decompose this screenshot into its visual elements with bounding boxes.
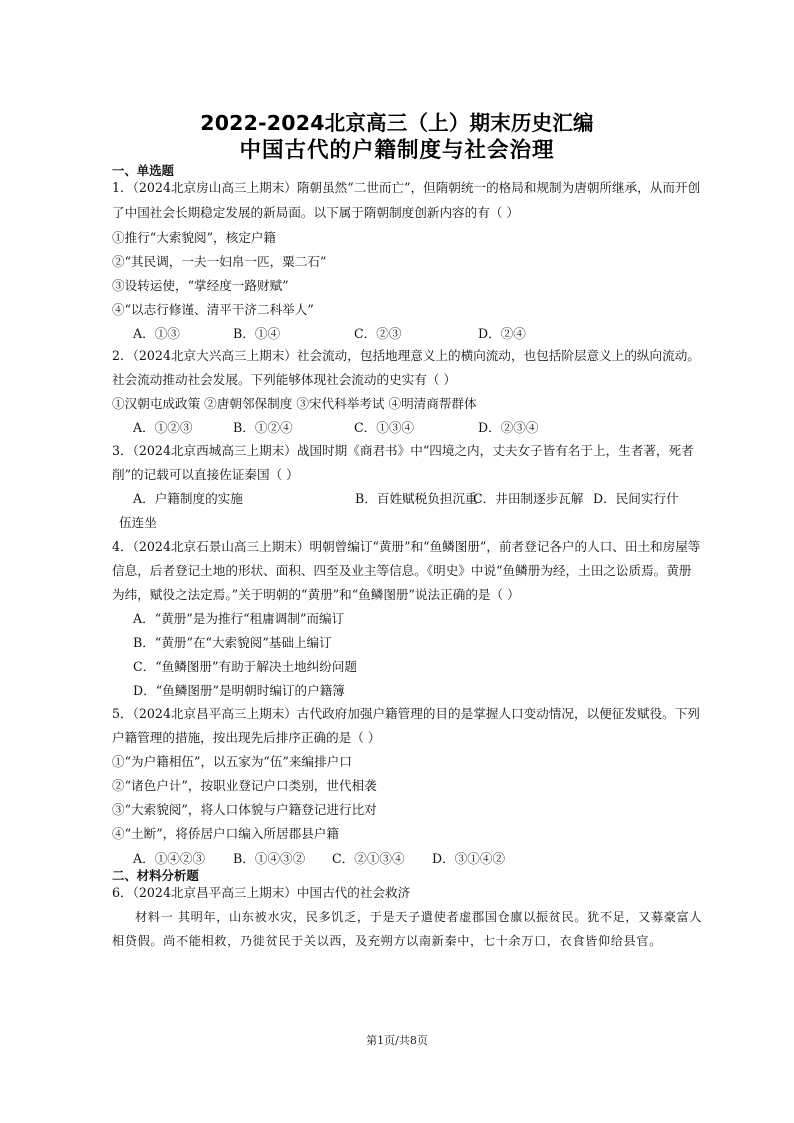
q3-option-d: D．民间实行什 [593,491,679,506]
q6-material-line1: 材料一 其明年，山东被水灾，民多饥乏，于是天子遣使者虚郡国仓廪以振贫民。犹不足，又募豪富人 [135,910,703,924]
q4-option-a: A．“黄册”是为推行“租庸调制”而编订 [133,611,345,626]
q4-option-d: D．“鱼鳞图册”是明朝时编订的户籍簿 [133,683,345,698]
q4-option-c: C．“鱼鳞图册”有助于解决土地纠纷问题 [133,659,358,674]
q3-option-c: C．井田制逐步瓦解 [473,491,584,506]
q3-stem-line2: 削”的记载可以直接佐证秦国（ ） [112,467,299,482]
q2-option-c: C．①③④ [354,420,415,435]
q4-stem-line3: 为纬，赋役之法定焉。”关于明朝的“黄册”和“鱼鳞图册”说法正确的是（ ） [112,587,520,602]
q3-option-d-continued: 伍连坐 [119,515,157,530]
q5-item-3: ③“大索貌阅”，将人口体貌与户籍登记进行比对 [112,802,377,817]
q5-option-d: D．③①④② [432,851,506,866]
q4-stem-line2: 信息，后者登记土地的形状、面积、四至及业主等信息。《明史》中说“鱼鳞册为经，土田之讼质焉。黄册 [112,563,692,578]
q6-stem: 6．（2024北京昌平高三上期末）中国古代的社会救济 [112,885,411,900]
q4-option-b: B．“黄册”在“大索貌阅”基础上编订 [133,635,332,650]
q3-stem-line1: 3．（2024北京西城高三上期末）战国时期《商君书》中“四境之内，丈夫女子皆有名于上，生者著，死者 [112,443,694,458]
q5-stem-line2: 户籍管理的措施，按出现先后排序正确的是（ ） [112,730,381,745]
q2-option-b: B．①②④ [233,420,293,435]
q1-item-4: ④“以志行修谨、清平干济二科举人” [112,302,314,317]
q2-option-a: A．①②③ [133,420,193,435]
q5-stem-line1: 5．（2024北京昌平高三上期末）古代政府加强户籍管理的目的是掌握人口变动情况，以便征发赋役。下列 [112,706,700,721]
q5-item-1: ①“为户籍相伍”，以五家为“伍”来编排户口 [112,754,352,769]
q5-option-c: C．②①③④ [332,851,405,866]
q1-item-2: ②“其民调，一夫一妇帛一匹，粟二石” [112,254,327,269]
q5-item-4: ④“土断”，将侨居户口编入所居郡县户籍 [112,826,339,841]
q1-option-b: B．①④ [233,326,281,341]
q3-option-a: A．户籍制度的实施 [133,491,243,506]
q1-option-d: D．②④ [478,326,526,341]
q1-option-a: A．①③ [133,326,180,341]
q2-option-d: D．②③④ [478,420,539,435]
q1-item-1: ①推行“大索貌阅”，核定户籍 [112,230,277,245]
q2-stem-line2: 社会流动推动社会发展。下列能够体现社会流动的史实有（ ） [112,372,457,387]
q1-stem-line1: 1．（2024北京房山高三上期末）隋朝虽然“二世而亡”，但隋朝统一的格局和规制为唐朝所继承，从而开创 [112,180,701,195]
q5-item-2: ②“诸色户计”，按职业登记户口类别，世代相袭 [112,778,377,793]
q1-option-c: C．②③ [354,326,402,341]
q4-stem-line1: 4．（2024北京石景山高三上期末）明朝曾编订“黄册”和“鱼鳞图册”，前者登记各户的人口、田土和房屋等 [112,539,701,554]
q5-option-b: B．①④③② [233,851,306,866]
q2-items: ①汉朝屯成政策 ②唐朝邻保制度 ③宋代科举考试 ④明清商帮群体 [112,396,477,411]
page-subtitle: 中国古代的户籍制度与社会治理 [239,138,555,163]
section-heading-material: 二、材料分析题 [112,868,199,883]
section-heading-single-choice: 一、单选题 [112,163,174,178]
q2-stem-line1: 2．（2024北京大兴高三上期末）社会流动，包括地理意义上的横向流动，也包括阶层意义上的纵向流动。 [112,348,700,363]
page-title: 2022-2024北京高三（上）期末历史汇编 [200,111,594,135]
page-number: 第1页/共8页 [366,1034,428,1047]
q6-material-line2: 相贷假。尚不能相救，乃徙贫民于关以西，及充朔方以南新秦中，七十余万口，衣食皆仰给县官。 [112,934,662,948]
q5-option-a: A．①④②③ [133,851,206,866]
q1-stem-line2: 了中国社会长期稳定发展的新局面。以下属于隋朝制度创新内容的有（ ） [112,205,520,220]
q1-item-3: ③设转运使，“掌经度一路财赋” [112,278,289,293]
q3-option-b: B．百姓赋税负担沉重 [355,491,478,506]
